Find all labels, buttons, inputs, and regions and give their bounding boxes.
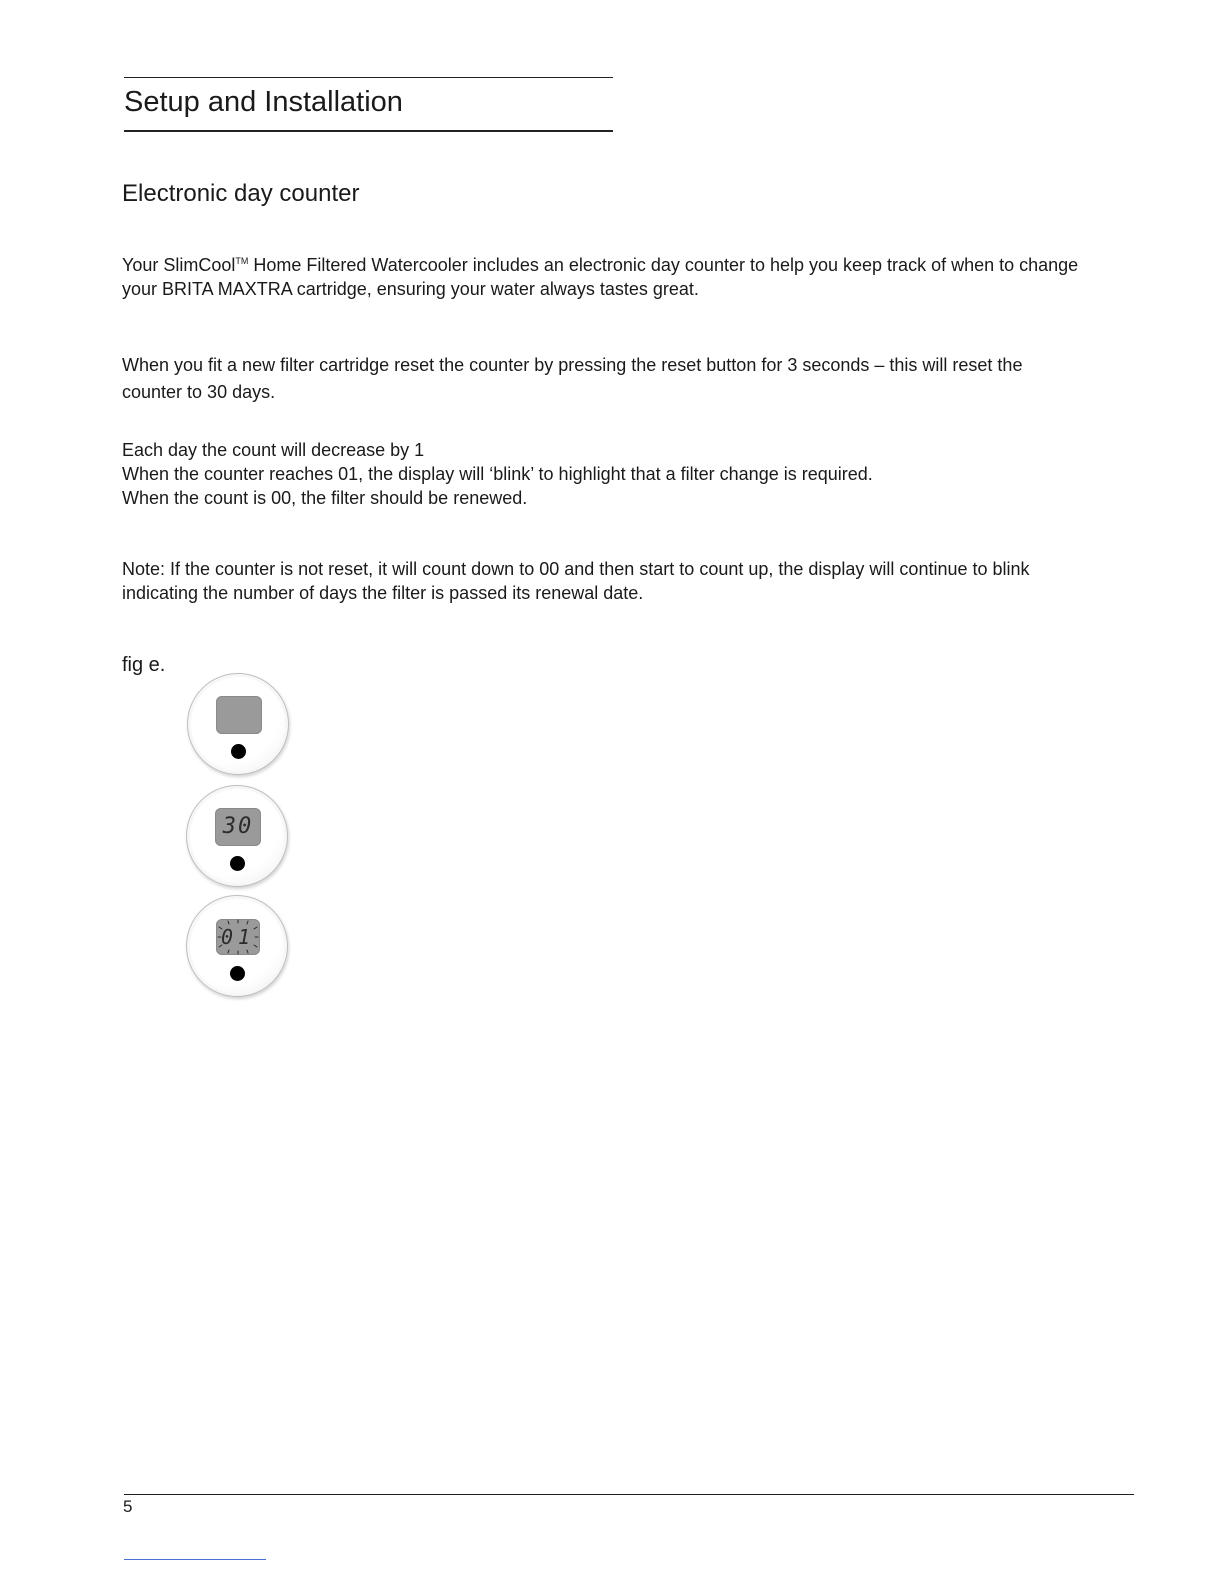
count-line-1: Each day the count will decrease by 1: [122, 440, 425, 460]
counter-dial-blank: [187, 673, 289, 775]
reset-button-icon: [230, 856, 245, 871]
count-line-2: When the counter reaches 01, the display will ‘blink’ to highlight that a filter change is required.: [122, 464, 873, 484]
header-bottom-rule: [124, 130, 613, 132]
header-top-rule: [124, 77, 613, 78]
intro-line-2: your BRITA MAXTRA cartridge, ensuring your water always tastes great.: [122, 279, 699, 299]
counter-display-30: 30: [215, 808, 261, 846]
note-paragraph: [122, 557, 1132, 605]
reset-line-2: counter to 30 days.: [122, 382, 276, 402]
trademark-mark: TM: [235, 256, 249, 266]
footer-rule: [124, 1494, 1134, 1495]
count-line-3: When the count is 00, the filter should be renewed.: [122, 488, 528, 508]
count-paragraph: [122, 438, 1132, 510]
note-line-2: indicating the number of days the filter is passed its renewal date.: [122, 583, 644, 603]
intro-line-1: Your SlimCool™ Home Filtered Watercooler includes an electronic day counter to help you keep track of when to change: [122, 255, 1079, 275]
page-number: 5: [123, 1497, 133, 1516]
counter-dial-30: [186, 785, 288, 887]
note-line-1: Note: If the counter is not reset, it will count down to 00 and then start to count up, the display will continue to blink: [122, 559, 1030, 579]
counter-display-blank: [216, 696, 262, 734]
page-title: Setup and Installation: [124, 86, 403, 118]
reset-button-icon: [230, 966, 245, 981]
counter-display-01-value: 01: [220, 925, 256, 949]
counter-display-01: [216, 919, 260, 955]
reset-paragraph: [122, 352, 1132, 406]
figure-label: fig e.: [122, 654, 166, 676]
intro-paragraph: [122, 249, 1132, 301]
reset-line-1: When you fit a new filter cartridge reset the counter by pressing the reset button for 3 seconds – this will reset the: [122, 355, 1023, 375]
reset-button-icon: [231, 744, 246, 759]
footer-link-underline: [124, 1559, 266, 1560]
section-heading: Electronic day counter: [122, 180, 360, 207]
counter-dial-01-blinking: [186, 895, 288, 997]
